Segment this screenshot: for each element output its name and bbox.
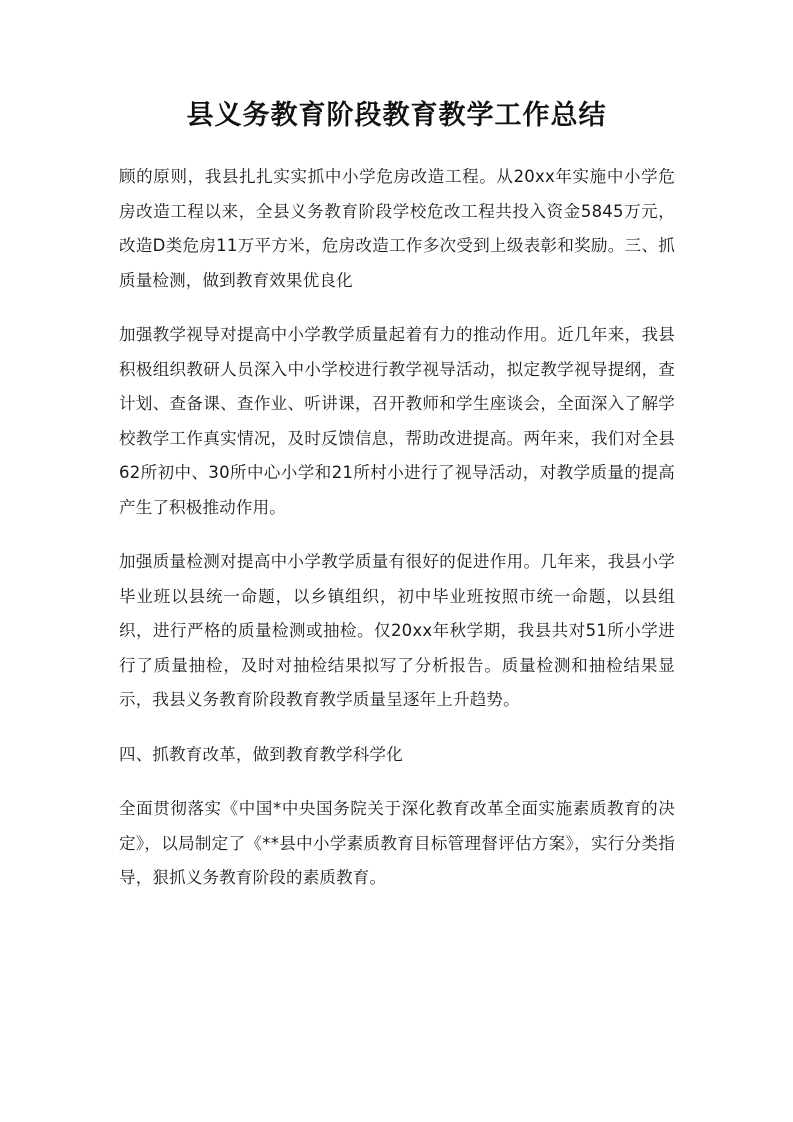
section-heading: 四、抓教育改革，做到教育教学科学化 — [119, 744, 403, 764]
paragraph-2: 加强教学视导对提高中小学教学质量起着有力的推动作用。近几年来，我县积极组织教研人员深入中小学校进行教学视导活动，拟定教学视导提纲，查计划、查备课、查作业、听讲课，召开教师和学生座谈会，全面深入了解学校教学工作真实情况，及时反馈信息，帮助改进提高。两年来，我们对全县62所初中、30所中心小学和21所村小进行了视导活动，对教学质量的提高产生了积极推动作用。 — [119, 325, 675, 517]
document-body — [119, 160, 675, 896]
paragraph-1: 顾的原则，我县扎扎实实抓中小学危房改造工程。从20xx年实施中小学危房改造工程以来，全县义务教育阶段学校危改工程共投入资金5845万元，改造D类危房11万平方米，危房改造工作多次受到上级表彰和奖励。三、抓质量检测，做到教育效果优良化 — [119, 167, 675, 290]
document-title: 县义务教育阶段教育教学工作总结 — [186, 100, 607, 131]
paragraph-5: 全面贯彻落实《中国*中央国务院关于深化教育改革全面实施素质教育的决定》，以局制定了《**县中小学素质教育目标管理督评估方案》，实行分类指导，狠抓义务教育阶段的素质教育。 — [119, 799, 675, 887]
paragraph-3: 加强质量检测对提高中小学教学质量有很好的促进作用。几年来，我县小学毕业班以县统一命题，以乡镇组织，初中毕业班按照市统一命题，以县组织，进行严格的质量检测或抽检。仅20xx年秋学期，我县共对51所小学进行了质量抽检，及时对抽检结果拟写了分析报告。质量检测和抽检结果显示，我县义务教育阶段教育教学质量呈逐年上升趋势。 — [119, 552, 675, 709]
paragraph-gap — [119, 298, 675, 318]
paragraph-gap — [119, 525, 675, 545]
paragraph-gap — [119, 718, 675, 738]
paragraph-gap — [119, 772, 675, 792]
